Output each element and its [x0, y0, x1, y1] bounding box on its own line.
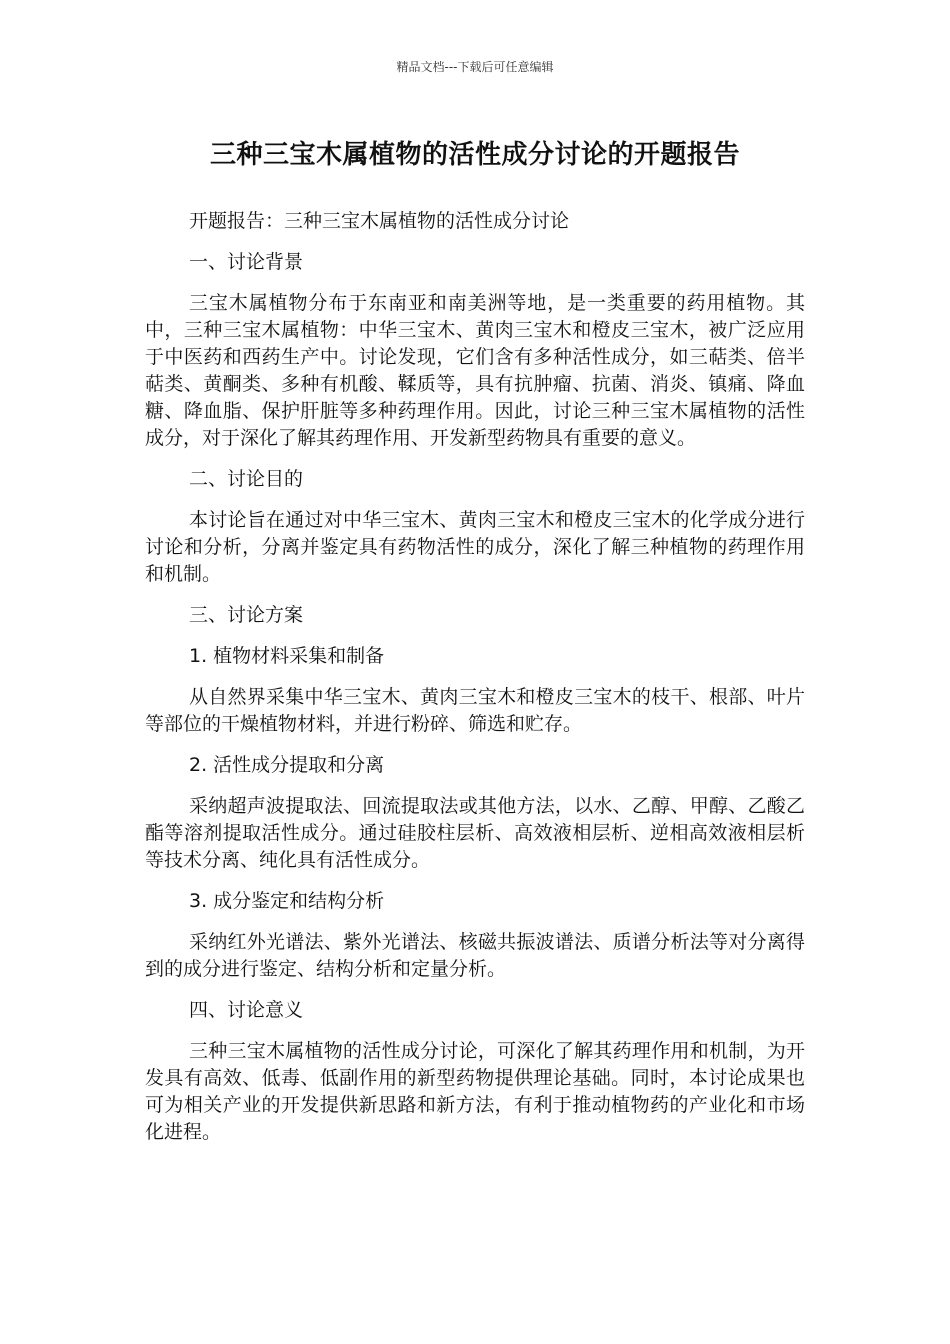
paragraph-extraction: 采纳超声波提取法、回流提取法或其他方法，以水、乙醇、甲醇、乙酸乙酯等溶剂提取活性成分。通过硅胶柱层析、高效液相层析、逆相高效液相层析等技术分离、纯化具有活性成分。	[145, 795, 805, 871]
paragraph-purpose: 本讨论旨在通过对中华三宝木、黄肉三宝木和橙皮三宝木的化学成分进行讨论和分析，分离并鉴定具有药物活性的成分，深化了解三种植物的药理作用和机制。	[145, 509, 805, 585]
subheading-extraction: 2. 活性成分提取和分离	[189, 754, 385, 776]
report-heading: 开题报告：三种三宝木属植物的活性成分讨论	[189, 210, 570, 232]
section-heading-plan: 三、讨论方案	[189, 604, 304, 626]
paragraph-significance: 三种三宝木属植物的活性成分讨论，可深化了解其药理作用和机制，为开发具有高效、低毒、低副作用的新型药物提供理论基础。同时，本讨论成果也可为相关产业的开发提供新思路和新方法，有利于推动植物药的产业化和市场化进程。	[145, 1040, 805, 1143]
document-body	[145, 208, 805, 1160]
section-heading-purpose: 二、讨论目的	[189, 468, 304, 490]
paragraph-material: 从自然界采集中华三宝木、黄肉三宝木和橙皮三宝木的枝干、根部、叶片等部位的干燥植物材料，并进行粉碎、筛选和贮存。	[145, 686, 805, 735]
section-heading-significance: 四、讨论意义	[189, 999, 304, 1021]
header-note: 精品文档---下载后可任意编辑	[396, 60, 554, 74]
paragraph-background: 三宝木属植物分布于东南亚和南美洲等地，是一类重要的药用植物。其中，三种三宝木属植物：中华三宝木、黄肉三宝木和橙皮三宝木，被广泛应用于中医药和西药生产中。讨论发现，它们含有多种活性成分，如三萜类、倍半萜类、黄酮类、多种有机酸、鞣质等，具有抗肿瘤、抗菌、消炎、镇痛、降血糖、降血脂、保护肝脏等多种药理作用。因此，讨论三种三宝木属植物的活性成分，对于深化了解其药理作用、开发新型药物具有重要的意义。	[145, 292, 805, 449]
paragraph-identification: 采纳红外光谱法、紫外光谱法、核磁共振波谱法、质谱分析法等对分离得到的成分进行鉴定、结构分析和定量分析。	[145, 931, 805, 980]
document-title: 三种三宝木属植物的活性成分讨论的开题报告	[209, 140, 740, 170]
subheading-material: 1. 植物材料采集和制备	[189, 645, 385, 667]
subheading-identification: 3. 成分鉴定和结构分析	[189, 890, 385, 912]
section-heading-background: 一、讨论背景	[189, 251, 304, 273]
